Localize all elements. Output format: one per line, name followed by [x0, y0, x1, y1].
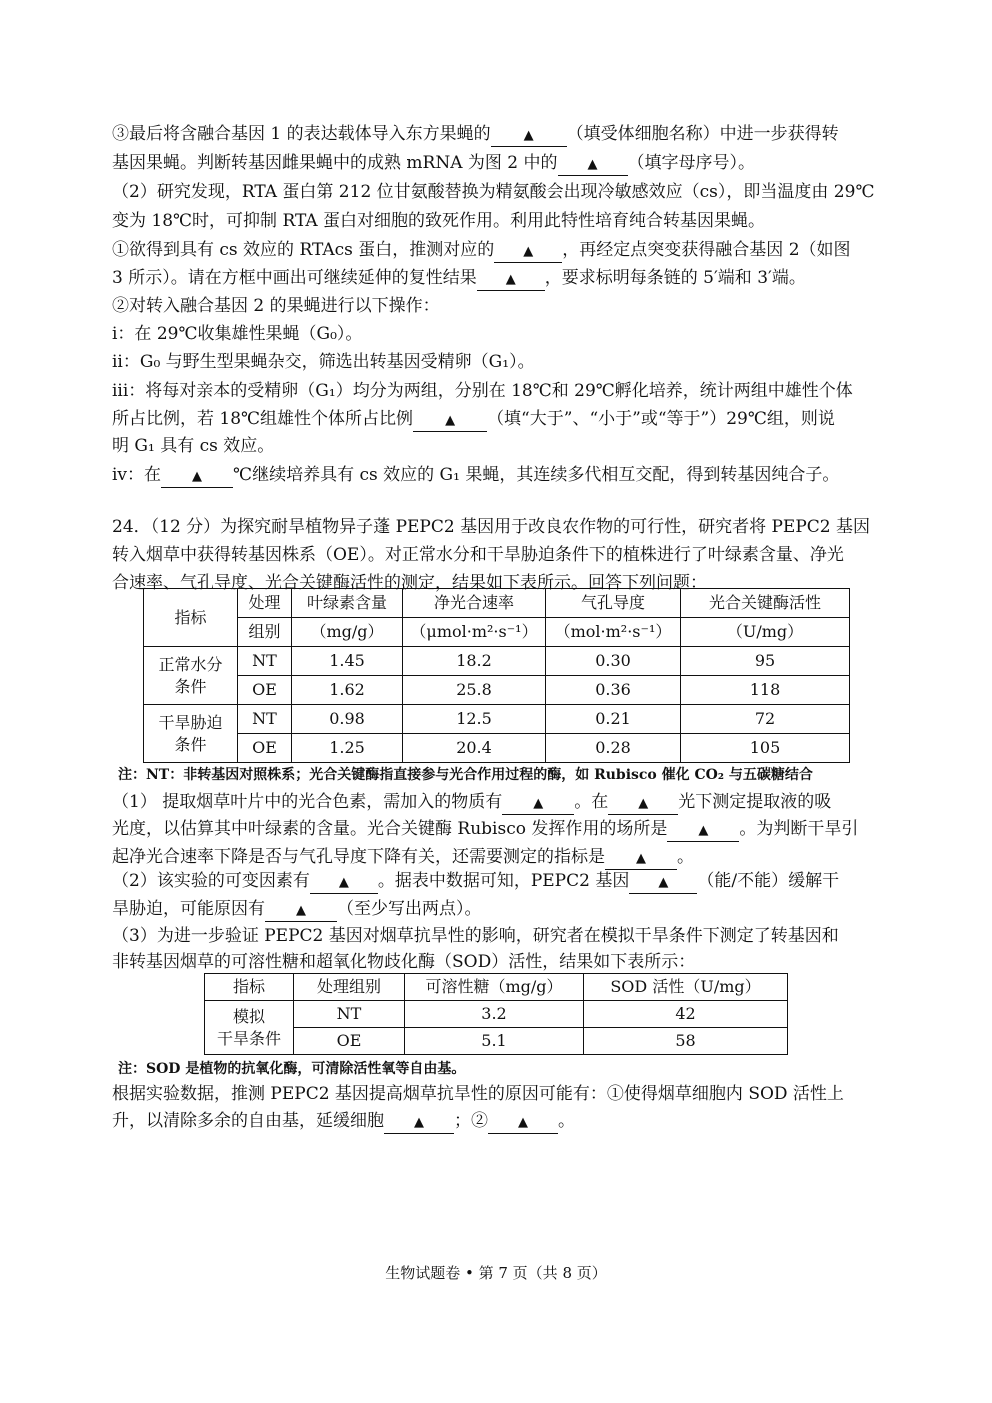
- answer-blank[interactable]: ▲: [384, 1113, 454, 1134]
- q23-line-6: [112, 266, 806, 291]
- table-header-cell: 组别: [238, 618, 292, 647]
- table-cell: NT: [294, 1001, 405, 1028]
- text: 。据表中数据可知，PEPC2 基因: [377, 871, 630, 891]
- table-header-cell: 净光合速率: [403, 589, 546, 618]
- table-cell: 1.62: [292, 676, 403, 705]
- text: （能/不能）缓解干: [697, 871, 840, 891]
- q24-line-3: 合速率、气孔导度、光合关键酶活性的测定，结果如下表所示。回答下列问题：: [112, 573, 707, 593]
- q24-line-1: 24．（12 分）为探究耐旱植物异子蓬 PEPC2 基因用于改良农作物的可行性，研究者将 PEPC2 基因: [112, 517, 871, 537]
- table-header-cell: 可溶性糖（mg/g）: [405, 974, 584, 1001]
- text: 。: [558, 1111, 575, 1131]
- table-header-cell: 叶绿素含量: [292, 589, 403, 618]
- table-cell: 20.4: [403, 734, 546, 763]
- table-header-cell: （U/mg）: [681, 618, 850, 647]
- table-header-cell: SOD 活性（U/mg）: [584, 974, 788, 1001]
- table-row: [205, 1001, 788, 1028]
- q23-line-3: （2）研究发现，RTA 蛋白第 212 位甘氨酸替换为精氨酸会出现冷敏感效应（cs），即当温度由 29℃: [112, 182, 875, 202]
- results-table-1: [143, 588, 850, 763]
- q24-part2-line-1: [112, 869, 839, 894]
- text: 起净光合速率下降是否与气孔导度下降有关，还需要测定的指标是: [112, 847, 605, 867]
- q23-line-5: [112, 238, 851, 263]
- text: （2）该实验的可变因素有: [112, 871, 310, 891]
- condition-label: 条件: [174, 734, 207, 754]
- results-table-2: [204, 973, 788, 1055]
- table-cell: NT: [238, 705, 292, 734]
- table-cell: 105: [681, 734, 850, 763]
- answer-blank[interactable]: ▲: [667, 821, 739, 842]
- answer-blank[interactable]: ▲: [502, 794, 574, 815]
- text: 光下测定提取液的吸: [678, 792, 832, 812]
- text: （填受体细胞名称）中进一步获得转: [566, 124, 839, 144]
- table-cell: 1.25: [292, 734, 403, 763]
- answer-blank[interactable]: ▲: [310, 873, 378, 894]
- condition-cell: [205, 1001, 294, 1055]
- answer-blank[interactable]: ▲: [629, 873, 697, 894]
- q23-line-8: i：在 29℃收集雄性果蝇（G₀）。: [112, 324, 363, 344]
- table-cell: NT: [238, 647, 292, 676]
- q23-line-4: 变为 18℃时，可抑制 RTA 蛋白对细胞的致死作用。利用此特性培育纯合转基因果蝇。: [112, 211, 766, 231]
- text: 所占比例，若 18℃组雄性个体所占比例: [112, 409, 414, 429]
- table-header-row: [144, 589, 850, 618]
- text: 旱胁迫，可能原因有: [112, 899, 265, 919]
- answer-blank[interactable]: ▲: [608, 794, 678, 815]
- q24-part3-line-3: 根据实验数据，推测 PEPC2 基因提高烟草抗旱性的原因可能有：①使得烟草细胞内 SOD 活性上: [112, 1084, 844, 1104]
- q24-part1-line-2: [112, 817, 858, 842]
- table-2-note: 注：SOD 是植物的抗氧化酶，可清除活性氧等自由基。: [118, 1061, 466, 1077]
- q24-part3-line-1: （3）为进一步验证 PEPC2 基因对烟草抗旱性的影响，研究者在模拟干旱条件下测定了转基因和: [112, 926, 839, 946]
- answer-blank[interactable]: ▲: [494, 242, 562, 263]
- text: 光度，以估算其中叶绿素的含量。光合关键酶 Rubisco 发挥作用的场所是: [112, 819, 668, 839]
- table-header-row: [205, 974, 788, 1001]
- table-row: [144, 705, 850, 734]
- table-header-cell: 处理: [238, 589, 292, 618]
- table-cell: 5.1: [405, 1028, 584, 1055]
- text: ③最后将含融合基因 1 的表达载体导入东方果蝇的: [112, 124, 491, 144]
- q23-line-13: [112, 463, 839, 488]
- text: 3 所示）。请在方框中画出可继续延伸的复性结果: [112, 268, 477, 288]
- q23-line-9: ii：G₀ 与野生型果蝇杂交，筛选出转基因受精卵（G₁）。: [112, 352, 535, 372]
- table-row: [144, 734, 850, 763]
- table-cell: 95: [681, 647, 850, 676]
- text: ，再经定点突变获得融合基因 2（如图: [562, 240, 851, 260]
- table-cell: 72: [681, 705, 850, 734]
- table-row: [144, 676, 850, 705]
- answer-blank[interactable]: ▲: [491, 126, 567, 147]
- q24-part3-line-4: [112, 1109, 575, 1134]
- table-cell: 0.98: [292, 705, 403, 734]
- answer-blank[interactable]: ▲: [488, 1113, 558, 1134]
- page-footer: 生物试题卷 • 第 7 页（共 8 页）: [385, 1264, 607, 1282]
- table-cell: 25.8: [403, 676, 546, 705]
- table-1-note: 注：NT：非转基因对照株系；光合关键酶指直接参与光合作用过程的酶，如 Rubisco 催化 CO₂ 与五碳糖结合: [118, 767, 813, 783]
- table-header-cell: （mol·m²·s⁻¹）: [546, 618, 681, 647]
- table-cell: 0.28: [546, 734, 681, 763]
- q23-line-7: ②对转入融合基因 2 的果蝇进行以下操作：: [112, 296, 440, 316]
- answer-blank[interactable]: ▲: [477, 270, 545, 291]
- answer-blank[interactable]: ▲: [265, 901, 337, 922]
- table-cell: 3.2: [405, 1001, 584, 1028]
- table-header-cell: 光合关键酶活性: [681, 589, 850, 618]
- text: （填“大于”、“小于”或“等于”）29℃组，则说: [487, 409, 835, 429]
- text: 升，以清除多余的自由基，延缓细胞: [112, 1111, 384, 1131]
- text: （至少写出两点）。: [337, 899, 482, 919]
- text: ℃继续培养具有 cs 效应的 G₁ 果蝇，其连续多代相互交配，得到转基因纯合子。: [233, 465, 840, 485]
- text: 基因果蝇。判断转基因雌果蝇中的成熟 mRNA 为图 2 中的: [112, 153, 558, 173]
- answer-blank[interactable]: ▲: [605, 849, 677, 870]
- table-cell: OE: [238, 676, 292, 705]
- text: ；②: [454, 1111, 488, 1131]
- condition-label: 模拟: [232, 1006, 265, 1026]
- condition-cell: [144, 705, 238, 763]
- table-header-cell: 处理组别: [294, 974, 405, 1001]
- table-cell: 118: [681, 676, 850, 705]
- q23-line-11: [112, 407, 835, 432]
- text: ，要求标明每条链的 5′端和 3′端。: [544, 268, 806, 288]
- table-cell: OE: [294, 1028, 405, 1055]
- table-header-row: [144, 618, 850, 647]
- condition-label: 正常水分: [158, 654, 223, 674]
- text: 。为判断干旱引: [739, 819, 859, 839]
- answer-blank[interactable]: ▲: [413, 411, 487, 432]
- q23-line-10: iii：将每对亲本的受精卵（G₁）均分为两组，分别在 18℃和 29℃孵化培养，统计两组中雄性个体: [112, 381, 853, 401]
- table-cell: 12.5: [403, 705, 546, 734]
- condition-cell: [144, 647, 238, 705]
- q24-part3-line-2: 非转基因烟草的可溶性糖和超氧化物歧化酶（SOD）活性，结果如下表所示：: [112, 952, 696, 972]
- table-cell: 0.21: [546, 705, 681, 734]
- condition-label: 条件: [174, 676, 207, 696]
- table-header-cell: 指标: [144, 589, 238, 647]
- table-cell: 1.45: [292, 647, 403, 676]
- table-cell: 0.36: [546, 676, 681, 705]
- q24-part1-line-3: [112, 845, 694, 870]
- table-header-cell: （μmol·m²·s⁻¹）: [403, 618, 546, 647]
- text: （1） 提取烟草叶片中的光合色素，需加入的物质有: [112, 792, 503, 812]
- table-row: [144, 647, 850, 676]
- q23-line-2: [112, 151, 755, 176]
- answer-blank[interactable]: ▲: [161, 467, 233, 488]
- q23-line-1: [112, 122, 839, 147]
- text: iv：在: [112, 465, 162, 485]
- q23-line-12: 明 G₁ 具有 cs 效应。: [112, 436, 275, 456]
- table-cell: 0.30: [546, 647, 681, 676]
- table-cell: 18.2: [403, 647, 546, 676]
- text: ①欲得到具有 cs 效应的 RTAcs 蛋白，推测对应的: [112, 240, 495, 260]
- text: 。在: [574, 792, 609, 812]
- table-cell: 58: [584, 1028, 788, 1055]
- table-header-cell: 气孔导度: [546, 589, 681, 618]
- answer-blank[interactable]: ▲: [558, 155, 628, 176]
- table-header-cell: 指标: [205, 974, 294, 1001]
- q24-line-2: 转入烟草中获得转基因株系（OE）。对正常水分和干旱胁迫条件下的植株进行了叶绿素含量、净光: [112, 545, 844, 565]
- condition-label: 干旱胁迫: [158, 712, 223, 732]
- condition-label: 干旱条件: [216, 1028, 281, 1048]
- text: （填字母序号）。: [627, 153, 756, 173]
- table-cell: OE: [238, 734, 292, 763]
- q24-part1-line-1: [112, 790, 831, 815]
- table-cell: 42: [584, 1001, 788, 1028]
- q24-part2-line-2: [112, 897, 482, 922]
- text: 。: [677, 847, 694, 867]
- table-header-cell: （mg/g）: [292, 618, 403, 647]
